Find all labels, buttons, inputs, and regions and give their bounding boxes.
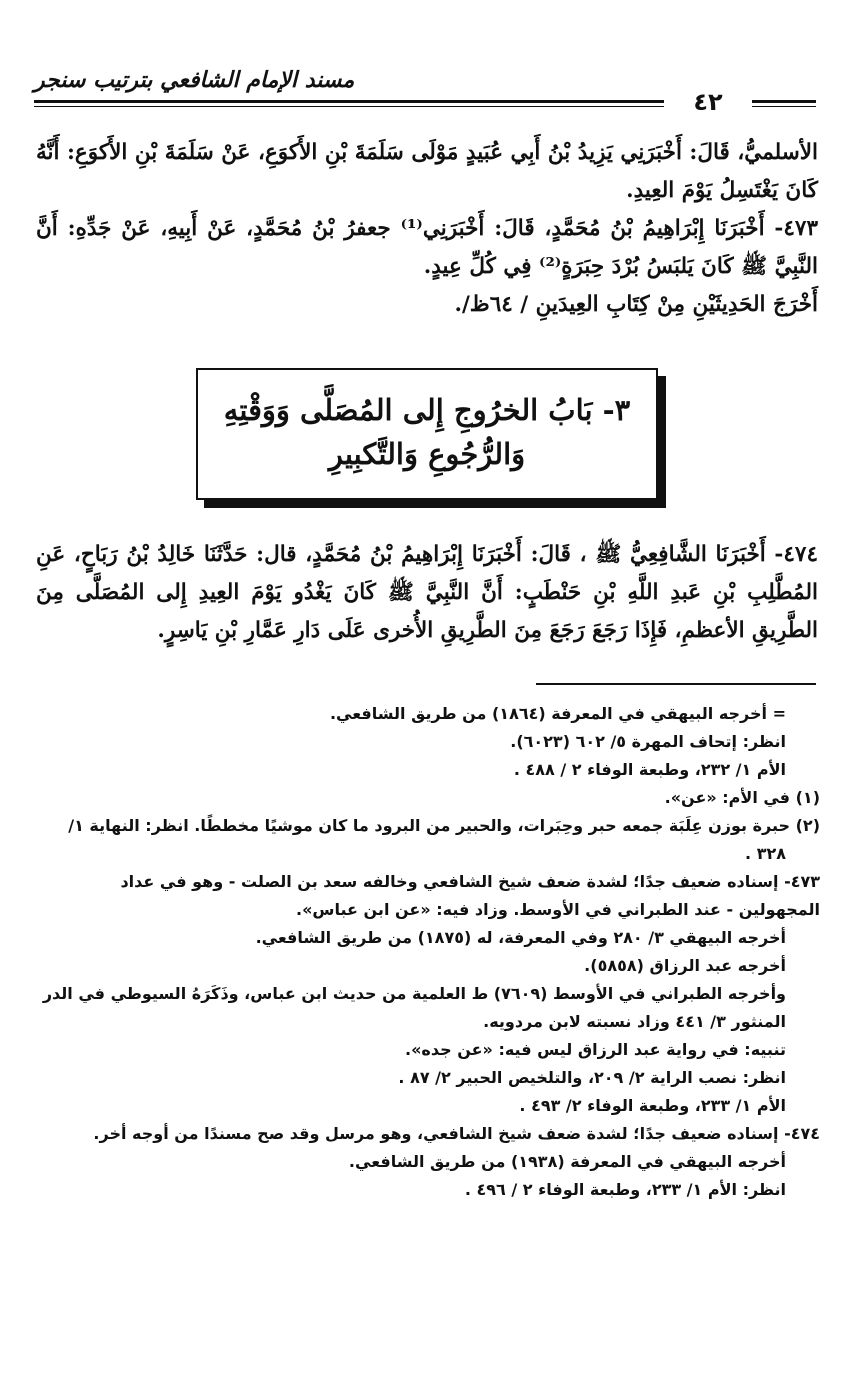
hadith-paragraph: الأسلميُّ، قَالَ: أَخْبَرَنِي يَزِيدُ بْنُ أَبِي عُبَيدٍ مَوْلَى سَلَمَةَ بْنِ الأَكوَعِ، عَنْ سَلَمَةَ بْنِ الأَكوَعِ: أَنَّهُ كَانَ يَغْتَسِلُ يَوْمَ العِيدِ. bbox=[36, 140, 818, 203]
footnote-line: (٢) حبرة بوزن عِلَبَة جمعه حبر وحِبَرات، والحبير من البرود ما كان موشيًا مخططًا. انظر: النهاية ١/ ٣٢٨ . bbox=[68, 816, 820, 863]
running-header-title: مسند الإمام الشافعي بترتيب سنجر bbox=[34, 68, 355, 93]
chapter-heading: ٣- بَابُ الخرُوجِ إِلى المُصَلَّى وَوَقْتِهِ bbox=[223, 393, 631, 427]
footnote-line: تنبيه: في رواية عبد الرزاق ليس فيه: «عن جده». bbox=[405, 1040, 786, 1059]
footnote-line: = أخرجه البيهقي في المعرفة (١٨٦٤) من طريق الشافعي. bbox=[329, 704, 786, 723]
hadith-paragraph: ٤٧٣- أَخْبَرَنَا إِبْرَاهِيمُ بْنُ مُحَمَّدٍ، قَالَ: أَخْبَرَنِي⁽¹⁾ جعفرُ بْنُ مُحَمَّدٍ، عَنْ أَبِيهِ، عَنْ جَدِّهِ: أَنَّ النَّبِيَّ ﷺ كَانَ يَلبَسُ بُرْدَ حِبَرَةٍ⁽²⁾ فِي كُلِّ عِيدٍ. bbox=[36, 216, 818, 279]
chapter-heading-box bbox=[196, 368, 658, 500]
footnote-line: الأم ١/ ٢٣٣، وطبعة الوفاء ٢/ ٤٩٣ . bbox=[519, 1096, 786, 1115]
footnote-line: أخرجه البيهقي في المعرفة (١٩٣٨) من طريق الشافعي. bbox=[348, 1152, 786, 1171]
footnote-line: (١) في الأم: «عن». bbox=[664, 788, 820, 807]
footnote-line: ٤٧٣- إسناده ضعيف جدًا؛ لشدة ضعف شيخ الشافعي وخالفه سعد بن الصلت - وهو في عداد المجهولين - عند الطبراني في الأوسط. وزاد فيه: «عن ابن عباس». bbox=[120, 872, 820, 919]
footnote-line: انظر: إتحاف المهرة ٥/ ٦٠٢ (٦٠٢٣). bbox=[510, 732, 786, 751]
chapter-heading: وَالرُّجُوعِ وَالتَّكبِيرِ bbox=[328, 437, 526, 471]
footnote-line: أخرجه عبد الرزاق (٥٨٥٨). bbox=[584, 956, 786, 975]
footnotes bbox=[40, 700, 820, 1204]
footnote-line: الأم ١/ ٢٣٢، وطبعة الوفاء ٢ / ٤٨٨ . bbox=[513, 760, 786, 779]
hadith-text-block bbox=[36, 536, 818, 650]
footnote-line: أخرجه البيهقي ٣/ ٢٨٠ وفي المعرفة، له (١٨٧٥) من طريق الشافعي. bbox=[255, 928, 786, 947]
header-rule bbox=[752, 100, 816, 107]
header-rule bbox=[34, 100, 664, 107]
hadith-text-block bbox=[36, 134, 818, 324]
footnote-line: انظر: الأم ١/ ٢٣٣، وطبعة الوفاء ٢ / ٤٩٦ . bbox=[464, 1180, 786, 1199]
footnote-line: ٤٧٤- إسناده ضعيف جدًا؛ لشدة ضعف شيخ الشافعي، وهو مرسل وقد صح مسندًا من أوجه أخر. bbox=[93, 1124, 820, 1143]
hadith-paragraph: أَخْرَجَ الحَدِيثَيْنِ مِنْ كِتَابِ العِيدَينِ / ٦٤ظ/. bbox=[454, 292, 818, 317]
hadith-paragraph: ٤٧٤- أَخْبَرَنَا الشَّافِعِيُّ ﷺ ، قَالَ: أَخْبَرَنَا إِبْرَاهِيمُ بْنُ مُحَمَّدٍ، قال: حَدَّثَنَا خَالِدُ بْنُ رَبَاحٍ، عَنِ المُطَّلِبِ بْنِ عَبدِ اللَّهِ بْنِ حَنْطَبٍ: أَنَّ النَّبِيَّ ﷺ كَانَ يَغْدُو يَوْمَ العِيدِ إِلى المُصَلَّى مِنَ الطَّرِيقِ الأعظمِ، فَإِذَا رَجَعَ رَجَعَ مِنَ الطَّرِيقِ الأُخرى عَلَى دَارِ عَمَّارِ بْنِ يَاسِرٍ. bbox=[36, 542, 818, 643]
page-number: ٤٢ bbox=[693, 88, 723, 116]
footnote-line: انظر: نصب الراية ٢/ ٢٠٩، والتلخيص الحبير ٢/ ٨٧ . bbox=[398, 1068, 786, 1087]
footnote-separator bbox=[536, 683, 816, 685]
footnote-line: وأخرجه الطبراني في الأوسط (٧٦٠٩) ط العلمية من حديث ابن عباس، وذَكَرَهُ السيوطي في الدر المنثور ٣/ ٤٤١ وزاد نسبته لابن مردويه. bbox=[42, 984, 786, 1031]
